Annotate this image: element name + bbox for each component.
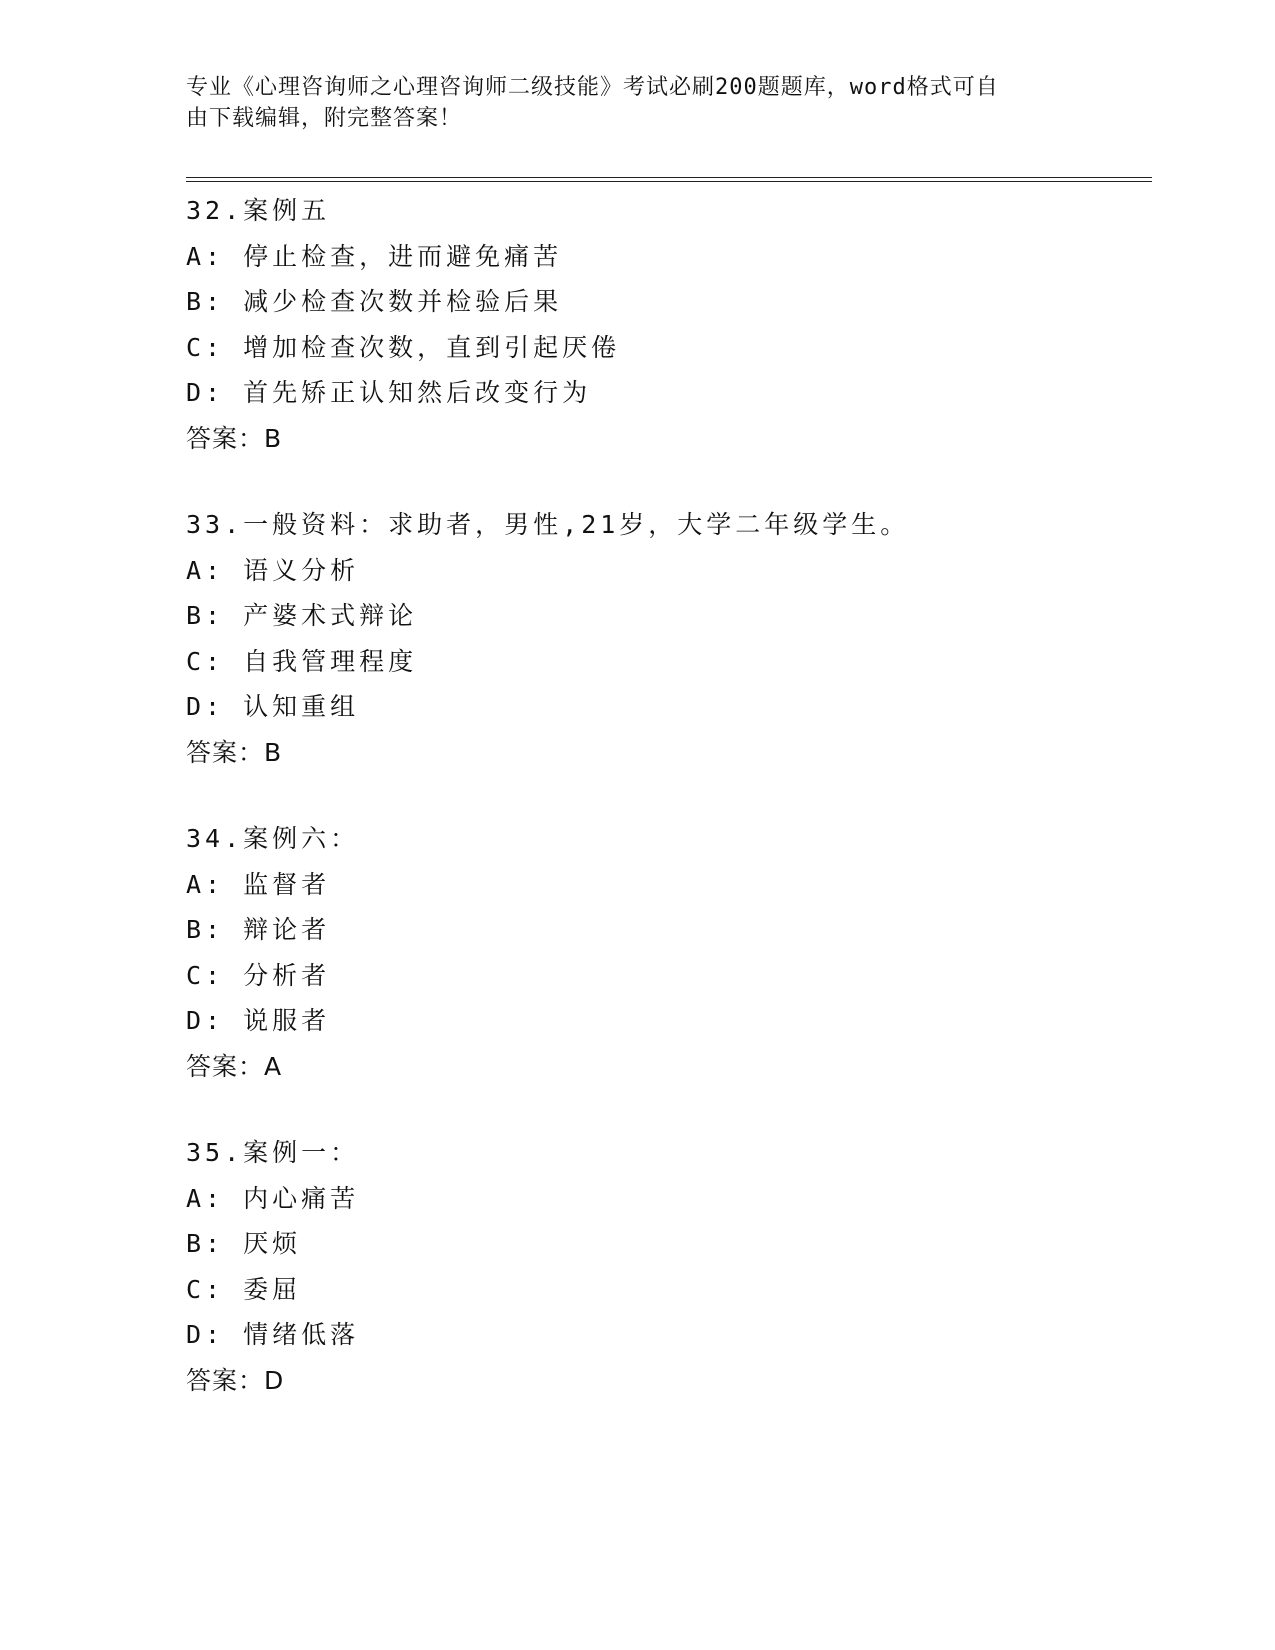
option-text: 内心痛苦 (243, 1183, 360, 1213)
option-text: 辩论者 (243, 915, 331, 944)
option-text: 减少检查次数并检验后果 (243, 287, 563, 316)
header-divider-bottom (186, 181, 1152, 182)
answer-line: 答案：A (186, 1051, 283, 1081)
option-c (186, 1267, 1146, 1313)
option-label: D: (186, 692, 225, 721)
option-label: B: (186, 601, 225, 630)
option-label: B: (186, 1229, 225, 1258)
option-b (186, 279, 1146, 325)
option-text: 情绪低落 (243, 1320, 360, 1349)
header-line-2: 由下载编辑，附完整答案！ (186, 106, 463, 131)
option-label: B: (186, 915, 225, 944)
option-label: C: (186, 646, 225, 676)
answer-line: 答案：D (186, 1365, 285, 1395)
option-text: 说服者 (243, 1006, 331, 1035)
option-text: 产婆术式辩论 (243, 601, 418, 630)
option-c (186, 953, 1146, 999)
answer-line: 答案：B (186, 737, 283, 767)
option-b (186, 1221, 1146, 1267)
question-34 (186, 816, 1146, 1089)
option-a (186, 862, 1146, 908)
question-stem: 33.一般资料：求助者，男性,21岁，大学二年级学生。 (186, 510, 910, 539)
document-header (186, 72, 1066, 134)
option-label: D: (186, 1006, 225, 1035)
option-text: 认知重组 (243, 692, 360, 721)
option-text: 增加检查次数，直到引起厌倦 (243, 332, 621, 362)
header-divider-top (186, 177, 1152, 178)
option-label: D: (186, 378, 225, 407)
option-label: D: (186, 1320, 225, 1349)
option-text: 厌烦 (243, 1229, 302, 1258)
option-d (186, 1312, 1146, 1358)
question-stem: 35.案例一： (186, 1138, 360, 1167)
option-c (186, 639, 1146, 685)
option-text: 监督者 (243, 869, 331, 899)
option-c (186, 325, 1146, 371)
option-d (186, 370, 1146, 416)
option-label: A: (186, 555, 225, 585)
option-text: 自我管理程度 (243, 646, 418, 676)
option-a (186, 234, 1146, 280)
option-label: A: (186, 1183, 225, 1213)
answer-line: 答案：B (186, 423, 283, 453)
option-label: C: (186, 332, 225, 362)
option-a (186, 1176, 1146, 1222)
option-text: 首先矫正认知然后改变行为 (243, 378, 592, 407)
option-label: A: (186, 241, 225, 271)
option-text: 委屈 (243, 1274, 302, 1304)
question-list (186, 188, 1146, 1444)
option-label: C: (186, 960, 225, 990)
option-label: A: (186, 869, 225, 899)
question-stem: 32.案例五 (186, 196, 331, 225)
option-a (186, 548, 1146, 594)
option-label: C: (186, 1274, 225, 1304)
option-label: B: (186, 287, 225, 316)
option-b (186, 593, 1146, 639)
option-d (186, 684, 1146, 730)
option-text: 分析者 (243, 960, 331, 990)
option-b (186, 907, 1146, 953)
question-stem: 34.案例六： (186, 824, 360, 853)
question-33 (186, 502, 1146, 775)
option-text: 语义分析 (243, 555, 360, 585)
question-32 (186, 188, 1146, 461)
option-d (186, 998, 1146, 1044)
question-35 (186, 1130, 1146, 1403)
header-line-1: 专业《心理咨询师之心理咨询师二级技能》考试必刷200题题库，word格式可自 (186, 75, 999, 100)
option-text: 停止检查，进而避免痛苦 (243, 241, 563, 271)
